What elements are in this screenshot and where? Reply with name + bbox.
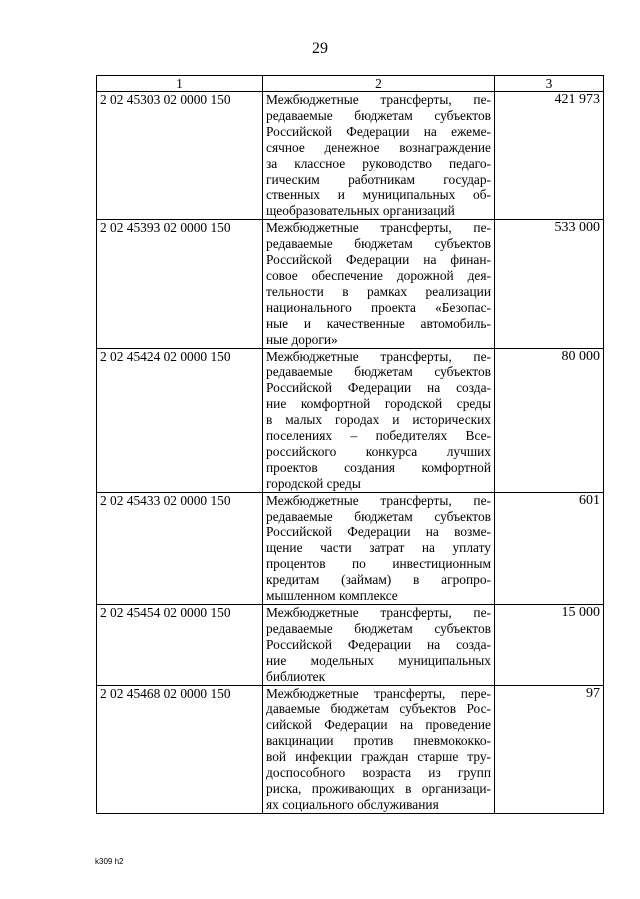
- description-line: ние модельных муниципальных: [266, 652, 491, 668]
- description-line: щеобразовательных организаций: [266, 203, 455, 219]
- budget-code-cell: 2 02 45303 02 0000 150: [97, 92, 263, 220]
- description-line: редаваемые бюджетам субъектов: [266, 620, 491, 636]
- description-line: российского конкурса лучших: [266, 443, 491, 459]
- description-cell: [263, 220, 495, 348]
- description-line: тельности в рамках реализации: [266, 283, 491, 299]
- description-line: ные дороги»: [266, 331, 338, 347]
- table-row: [97, 492, 604, 604]
- description-line: ние комфортной городской среды: [266, 396, 491, 412]
- description-line: совое обеспечение дорожной дея-: [266, 267, 491, 283]
- table-row: [97, 685, 604, 813]
- description-line: мышленном комплексе: [266, 588, 398, 604]
- description-cell: [263, 605, 495, 686]
- description-line: редаваемые бюджетам субъектов: [266, 107, 491, 123]
- description-line: вакцинации против пневмококко-: [266, 733, 491, 749]
- description-line: редаваемые бюджетам субъектов: [266, 236, 491, 252]
- description-line: Российской Федерации на возме-: [266, 524, 491, 540]
- budget-code-cell: 2 02 45393 02 0000 150: [97, 220, 263, 348]
- description-line: ные и качественные автомобиль-: [266, 315, 491, 331]
- description-line: Российской Федерации на ежеме-: [266, 123, 491, 139]
- description-line: национального проекта «Безопас-: [266, 299, 491, 315]
- amount-cell: 601: [495, 492, 604, 604]
- column-header-amount: 3: [495, 76, 604, 92]
- description-line: поселениях – победителях Все-: [266, 428, 491, 444]
- budget-code-cell: 2 02 45424 02 0000 150: [97, 348, 263, 492]
- description-line: Российской Федерации на созда-: [266, 636, 491, 652]
- table-row: [97, 92, 604, 220]
- table-body: [97, 92, 604, 814]
- table-header-row: [97, 76, 604, 92]
- amount-cell: 15 000: [495, 605, 604, 686]
- budget-code-cell: 2 02 45433 02 0000 150: [97, 492, 263, 604]
- description-line: риска, проживающих в организаци-: [266, 780, 491, 796]
- amount-cell: 533 000: [495, 220, 604, 348]
- budget-code-cell: 2 02 45468 02 0000 150: [97, 685, 263, 813]
- footer-mark: k309 h2: [95, 857, 124, 866]
- description-line: проектов создания комфортной: [266, 459, 491, 475]
- description-line: за классное руководство педаго-: [266, 155, 491, 171]
- description-line: доспособного возраста из групп: [266, 765, 491, 781]
- description-line: ственных и муниципальных об-: [266, 187, 491, 203]
- table-row: [97, 220, 604, 348]
- description-line: редаваемые бюджетам субъектов: [266, 364, 491, 380]
- budget-table: [96, 75, 604, 814]
- description-cell: [263, 92, 495, 220]
- description-line: Межбюджетные трансферты, пе-: [266, 92, 491, 107]
- column-header-description: 2: [263, 76, 495, 92]
- description-cell: [263, 348, 495, 492]
- amount-cell: 80 000: [495, 348, 604, 492]
- description-line: Российской Федерации на созда-: [266, 380, 491, 396]
- budget-code-cell: 2 02 45454 02 0000 150: [97, 605, 263, 686]
- description-line: Межбюджетные трансферты, пе-: [266, 348, 491, 364]
- column-header-code: 1: [97, 76, 263, 92]
- description-cell: [263, 492, 495, 604]
- amount-cell: 97: [495, 685, 604, 813]
- description-line: процентов по инвестиционным: [266, 556, 491, 572]
- amount-cell: 421 973: [495, 92, 604, 220]
- description-line: щение части затрат на уплату: [266, 540, 491, 556]
- description-line: библиотек: [266, 668, 326, 684]
- description-line: сячное денежное вознаграждение: [266, 139, 491, 155]
- description-line: Российской Федерации на финан-: [266, 252, 491, 268]
- description-cell: [263, 685, 495, 813]
- description-line: редаваемые бюджетам субъектов: [266, 508, 491, 524]
- description-line: гическим работникам государ-: [266, 171, 491, 187]
- description-line: городской среды: [266, 475, 361, 491]
- table-row: [97, 605, 604, 686]
- description-line: Межбюджетные трансферты, пе-: [266, 492, 491, 508]
- description-line: Межбюджетные трансферты, пе-: [266, 220, 491, 236]
- description-line: Межбюджетные трансферты, пе-: [266, 605, 491, 620]
- description-line: в малых городах и исторических: [266, 412, 491, 428]
- description-line: Межбюджетные трансферты, пере-: [266, 685, 491, 701]
- description-line: ях социального обслуживания: [266, 796, 439, 812]
- page-number: 29: [312, 40, 328, 57]
- description-line: сийской Федерации на проведение: [266, 717, 491, 733]
- description-line: даваемые бюджетам субъектов Рос-: [266, 701, 491, 717]
- table-row: [97, 348, 604, 492]
- description-line: вой инфекции граждан старше тру-: [266, 749, 491, 765]
- description-line: кредитам (займам) в агропро-: [266, 572, 491, 588]
